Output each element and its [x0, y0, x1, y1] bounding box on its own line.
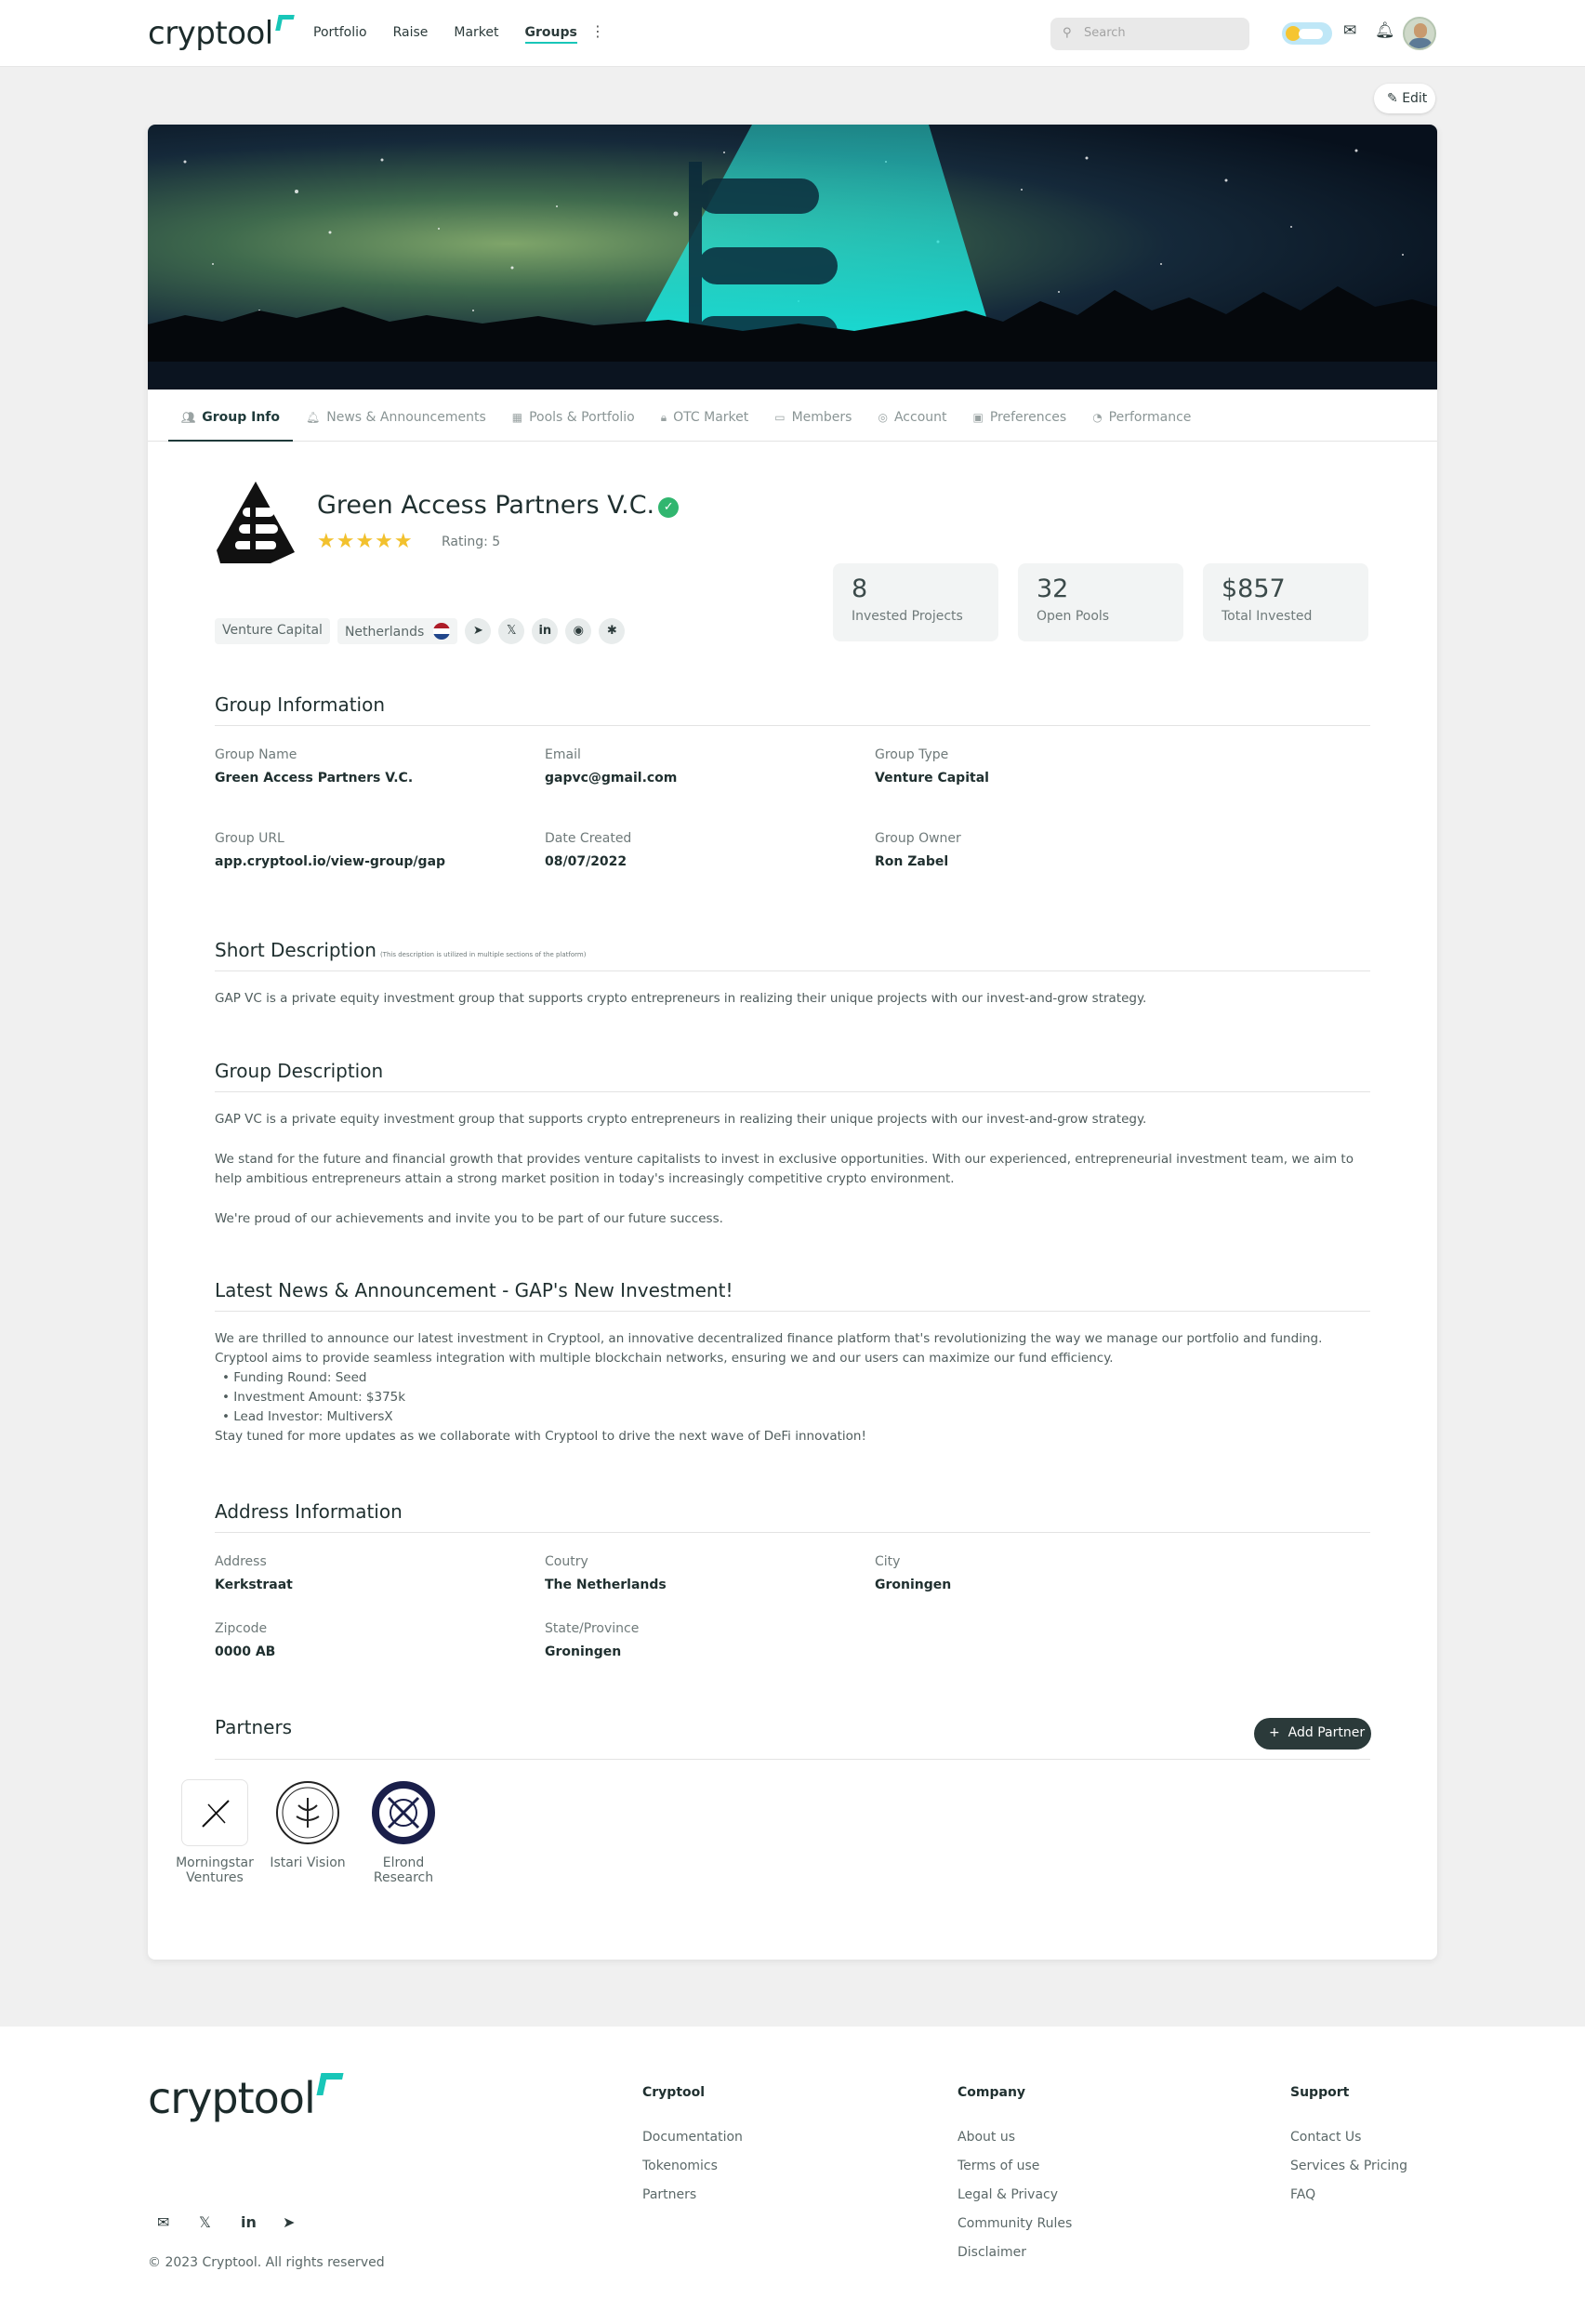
partners-title: Partners: [215, 1716, 293, 1738]
field-label: Group Name: [215, 747, 297, 762]
discord-icon[interactable]: ◉: [565, 618, 591, 644]
field-label: Date Created: [545, 831, 632, 846]
bell-icon: 🔔︎: [306, 411, 321, 424]
user-avatar[interactable]: [1403, 17, 1436, 50]
group-owner-value: Ron Zabel: [875, 854, 949, 869]
telegram-icon[interactable]: ➤: [465, 618, 491, 644]
group-description-p2: We stand for the future and financial growth that provides venture capitalists to invest in exclusive opportunities. With our experienced, entrepreneurial investment team, we aim to help ambitious entrepreneurs attain a strong market position in today's increasingly competitive crypto environment.: [215, 1152, 1354, 1186]
short-description-note: (This description is utilized in multiple sections of the platform): [379, 951, 587, 958]
field-label: Coutry: [545, 1554, 588, 1569]
group-description-title: Group Description: [215, 1060, 384, 1082]
add-partner-label: Add Partner: [1288, 1725, 1366, 1740]
group-type-value: Venture Capital: [875, 771, 989, 786]
country-value: The Netherlands: [545, 1578, 667, 1592]
footer-link-faq[interactable]: FAQ: [1290, 2187, 1316, 2202]
cryptool-logo[interactable]: [148, 15, 288, 52]
mail-icon[interactable]: ✉: [157, 2213, 170, 2231]
nav-raise[interactable]: Raise: [392, 25, 429, 40]
istari-logo: [274, 1779, 341, 1846]
footer-link-services[interactable]: Services & Pricing: [1290, 2159, 1408, 2173]
morningstar-logo: [181, 1779, 248, 1846]
country-chip: [337, 618, 457, 644]
stat-label: Total Invested: [1222, 609, 1313, 624]
search-icon: ⚲: [1063, 26, 1072, 40]
tab-label: OTC Market: [673, 410, 749, 425]
main-nav: [313, 25, 577, 44]
footer-link-tokenomics[interactable]: Tokenomics: [642, 2159, 718, 2173]
news-intro: We are thrilled to announce our latest investment in Cryptool, an innovative decentralized finance platform that's revolutionizing the way we manage our portfolio and funding. Cryptool aims to provide seamless integration with multiple blockchain networks, ensuring we and our users can maximize our fund efficiency.: [215, 1331, 1323, 1366]
address-title: Address Information: [215, 1500, 403, 1523]
tab-label: Pools & Portfolio: [529, 410, 635, 425]
footer-link-legal[interactable]: Legal & Privacy: [958, 2187, 1059, 2202]
linkedin-icon[interactable]: in: [532, 618, 558, 644]
divider: [215, 1532, 1370, 1533]
tab-label: Account: [893, 410, 947, 425]
group-description-p1: GAP VC is a private equity investment group that supports crypto entrepreneurs in realizing their unique projects with our invest-and-grow strategy.: [215, 1112, 1147, 1127]
email-value: gapvc@gmail.com: [545, 771, 678, 786]
stat-value: 32: [1037, 574, 1069, 603]
nav-portfolio[interactable]: Portfolio: [313, 25, 367, 40]
telegram-icon[interactable]: ➤: [283, 2213, 296, 2231]
field-label: Address: [215, 1554, 267, 1569]
netherlands-flag-icon: [433, 623, 450, 640]
tab-label: Members: [791, 410, 852, 425]
field-label: Group Type: [875, 747, 949, 762]
tab-label: Performance: [1108, 410, 1192, 425]
partner-name-line: Istari Vision: [270, 1855, 346, 1870]
lock-icon: 🔒︎: [660, 411, 667, 424]
stat-invested-projects: [833, 563, 998, 641]
news-bullet: • Lead Investor: MultiversX: [222, 1409, 393, 1424]
footer-link-disclaimer[interactable]: Disclaimer: [958, 2245, 1027, 2260]
tab-group-info[interactable]: [168, 390, 293, 442]
site-footer: [0, 2027, 1585, 2324]
divider: [215, 1311, 1370, 1312]
news-bullet-text: Funding Round: Seed: [233, 1370, 367, 1385]
group-information-title: Group Information: [215, 693, 386, 716]
rating-stars: ★★★★★: [317, 530, 414, 553]
rating-label: Rating: 5: [442, 535, 501, 549]
group-tabs: [148, 390, 1437, 442]
logo-mark-icon: [275, 13, 288, 28]
news-bullet-text: Lead Investor: MultiversX: [233, 1409, 393, 1424]
partner-elrond[interactable]: [357, 1779, 450, 1885]
search-input[interactable]: [1050, 18, 1249, 50]
footer-link-terms[interactable]: Terms of use: [958, 2159, 1040, 2173]
tab-preferences[interactable]: [960, 390, 1080, 442]
bell-icon[interactable]: 🔔︎: [1375, 21, 1395, 40]
group-name-value: Green Access Partners V.C.: [215, 771, 414, 786]
search-placeholder: Search: [1084, 26, 1126, 40]
news-outro: Stay tuned for more updates as we collaborate with Cryptool to drive the next wave of DeFi innovation!: [215, 1429, 866, 1444]
tab-performance[interactable]: [1079, 390, 1204, 442]
tab-label: News & Announcements: [326, 410, 486, 425]
group-card: [148, 125, 1437, 1960]
account-icon: ◎: [878, 411, 888, 424]
group-url-value: app.cryptool.io/view-group/gap: [215, 854, 446, 869]
news-body: [215, 1329, 1370, 1446]
theme-toggle[interactable]: [1282, 22, 1332, 45]
news-bullet-text: Investment Amount: $375k: [233, 1390, 406, 1405]
divider: [215, 1759, 1370, 1760]
short-description-heading: Short Description: [215, 939, 376, 961]
stat-value: 8: [852, 574, 868, 603]
field-label: City: [875, 1554, 901, 1569]
top-bar: [0, 0, 1585, 67]
building-icon: ▦: [511, 411, 523, 424]
avatar-head: [1414, 23, 1427, 38]
stat-total-invested: [1203, 563, 1368, 641]
news-bullet: • Funding Round: Seed: [222, 1370, 367, 1385]
stat-label: Open Pools: [1037, 609, 1110, 624]
pencil-icon: ✎: [1387, 91, 1398, 106]
news-title: Latest News & Announcement - GAP's New Investment!: [215, 1279, 733, 1301]
country-chip-label: Netherlands: [344, 625, 425, 640]
short-description-title: [215, 939, 586, 961]
logo-mark-icon: [317, 2071, 336, 2092]
tab-label: Preferences: [989, 410, 1067, 425]
group-name-text: Green Access Partners V.C.: [317, 491, 655, 520]
footer-logo[interactable]: [148, 2073, 336, 2123]
plus-icon: +: [1269, 1725, 1280, 1740]
banner-art: [148, 125, 1437, 390]
date-created-value: 08/07/2022: [545, 854, 627, 869]
footer-link-contact[interactable]: Contact Us: [1290, 2130, 1362, 2145]
group-description-p3: We're proud of our achievements and invite you to be part of our future success.: [215, 1211, 723, 1226]
verified-icon: ✓: [658, 497, 679, 518]
partner-name-line: Ventures: [186, 1870, 244, 1885]
news-bullet: • Investment Amount: $375k: [222, 1390, 406, 1405]
nav-market[interactable]: Market: [454, 25, 499, 40]
partner-istari[interactable]: [261, 1779, 354, 1870]
tab-members[interactable]: [761, 390, 865, 442]
copyright: © 2023 Cryptool. All rights reserved: [148, 2255, 385, 2270]
performance-icon: ◔: [1092, 411, 1103, 424]
partner-morningstar[interactable]: [168, 1779, 261, 1885]
zipcode-value: 0000 AB: [215, 1644, 276, 1659]
tab-label: Group Info: [202, 410, 280, 425]
tab-otc-market[interactable]: [648, 390, 762, 442]
footer-link-about[interactable]: About us: [958, 2130, 1016, 2145]
more-menu-icon[interactable]: ⋮: [590, 22, 605, 40]
partner-name-line: Morningstar: [176, 1855, 254, 1870]
address-value: Kerkstraat: [215, 1578, 293, 1592]
footer-link-partners[interactable]: Partners: [642, 2187, 697, 2202]
field-label: Email: [545, 747, 581, 762]
stat-value: $857: [1222, 574, 1286, 603]
field-label: Group URL: [215, 831, 284, 846]
footer-col-title: Cryptool: [642, 2085, 706, 2100]
stat-open-pools: [1018, 563, 1183, 641]
linkedin-icon[interactable]: in: [241, 2213, 257, 2231]
partner-name-line: Research: [373, 1870, 434, 1885]
city-value: Groningen: [875, 1578, 952, 1592]
preferences-icon: ▣: [972, 411, 984, 424]
field-label: State/Province: [545, 1621, 640, 1636]
divider: [215, 1091, 1370, 1092]
field-label: Group Owner: [875, 831, 961, 846]
x-twitter-icon[interactable]: 𝕏: [498, 618, 524, 644]
short-description-text: GAP VC is a private equity investment group that supports crypto entrepreneurs in realizing their unique projects with our invest-and-grow strategy.: [215, 991, 1147, 1006]
group-logo: [215, 480, 297, 565]
cloud-icon: [1299, 29, 1323, 39]
group-banner: [148, 125, 1437, 390]
state-value: Groningen: [545, 1644, 622, 1659]
group-name: [317, 491, 679, 520]
footer-link-documentation[interactable]: Documentation: [642, 2130, 743, 2145]
tab-news[interactable]: [293, 390, 499, 442]
group-icon: 👥︎: [181, 411, 196, 424]
footer-col-title: Support: [1290, 2085, 1350, 2100]
website-icon[interactable]: ✱: [599, 618, 625, 644]
type-chip: Venture Capital: [215, 618, 330, 644]
monitor-icon: ▭: [774, 411, 786, 424]
elrond-logo: [370, 1779, 437, 1846]
mail-icon[interactable]: ✉: [1343, 21, 1357, 40]
footer-logo-text: cryptool: [148, 2073, 315, 2123]
logo-text: cryptool: [148, 15, 273, 52]
field-label: Zipcode: [215, 1621, 268, 1636]
footer-link-community[interactable]: Community Rules: [958, 2216, 1073, 2231]
footer-col-title: Company: [958, 2085, 1026, 2100]
nav-groups[interactable]: Groups: [525, 25, 577, 44]
tab-account[interactable]: [865, 390, 959, 442]
edit-label: Edit: [1402, 91, 1428, 106]
avatar-body: [1408, 38, 1433, 50]
stat-label: Invested Projects: [852, 609, 963, 624]
partner-name-line: Elrond: [382, 1855, 425, 1870]
group-tags: [215, 618, 625, 644]
add-partner-button[interactable]: [1254, 1718, 1371, 1750]
tab-pools-portfolio[interactable]: [499, 390, 648, 442]
divider: [215, 725, 1370, 726]
edit-button[interactable]: [1374, 84, 1435, 113]
x-twitter-icon[interactable]: 𝕏: [199, 2213, 211, 2231]
